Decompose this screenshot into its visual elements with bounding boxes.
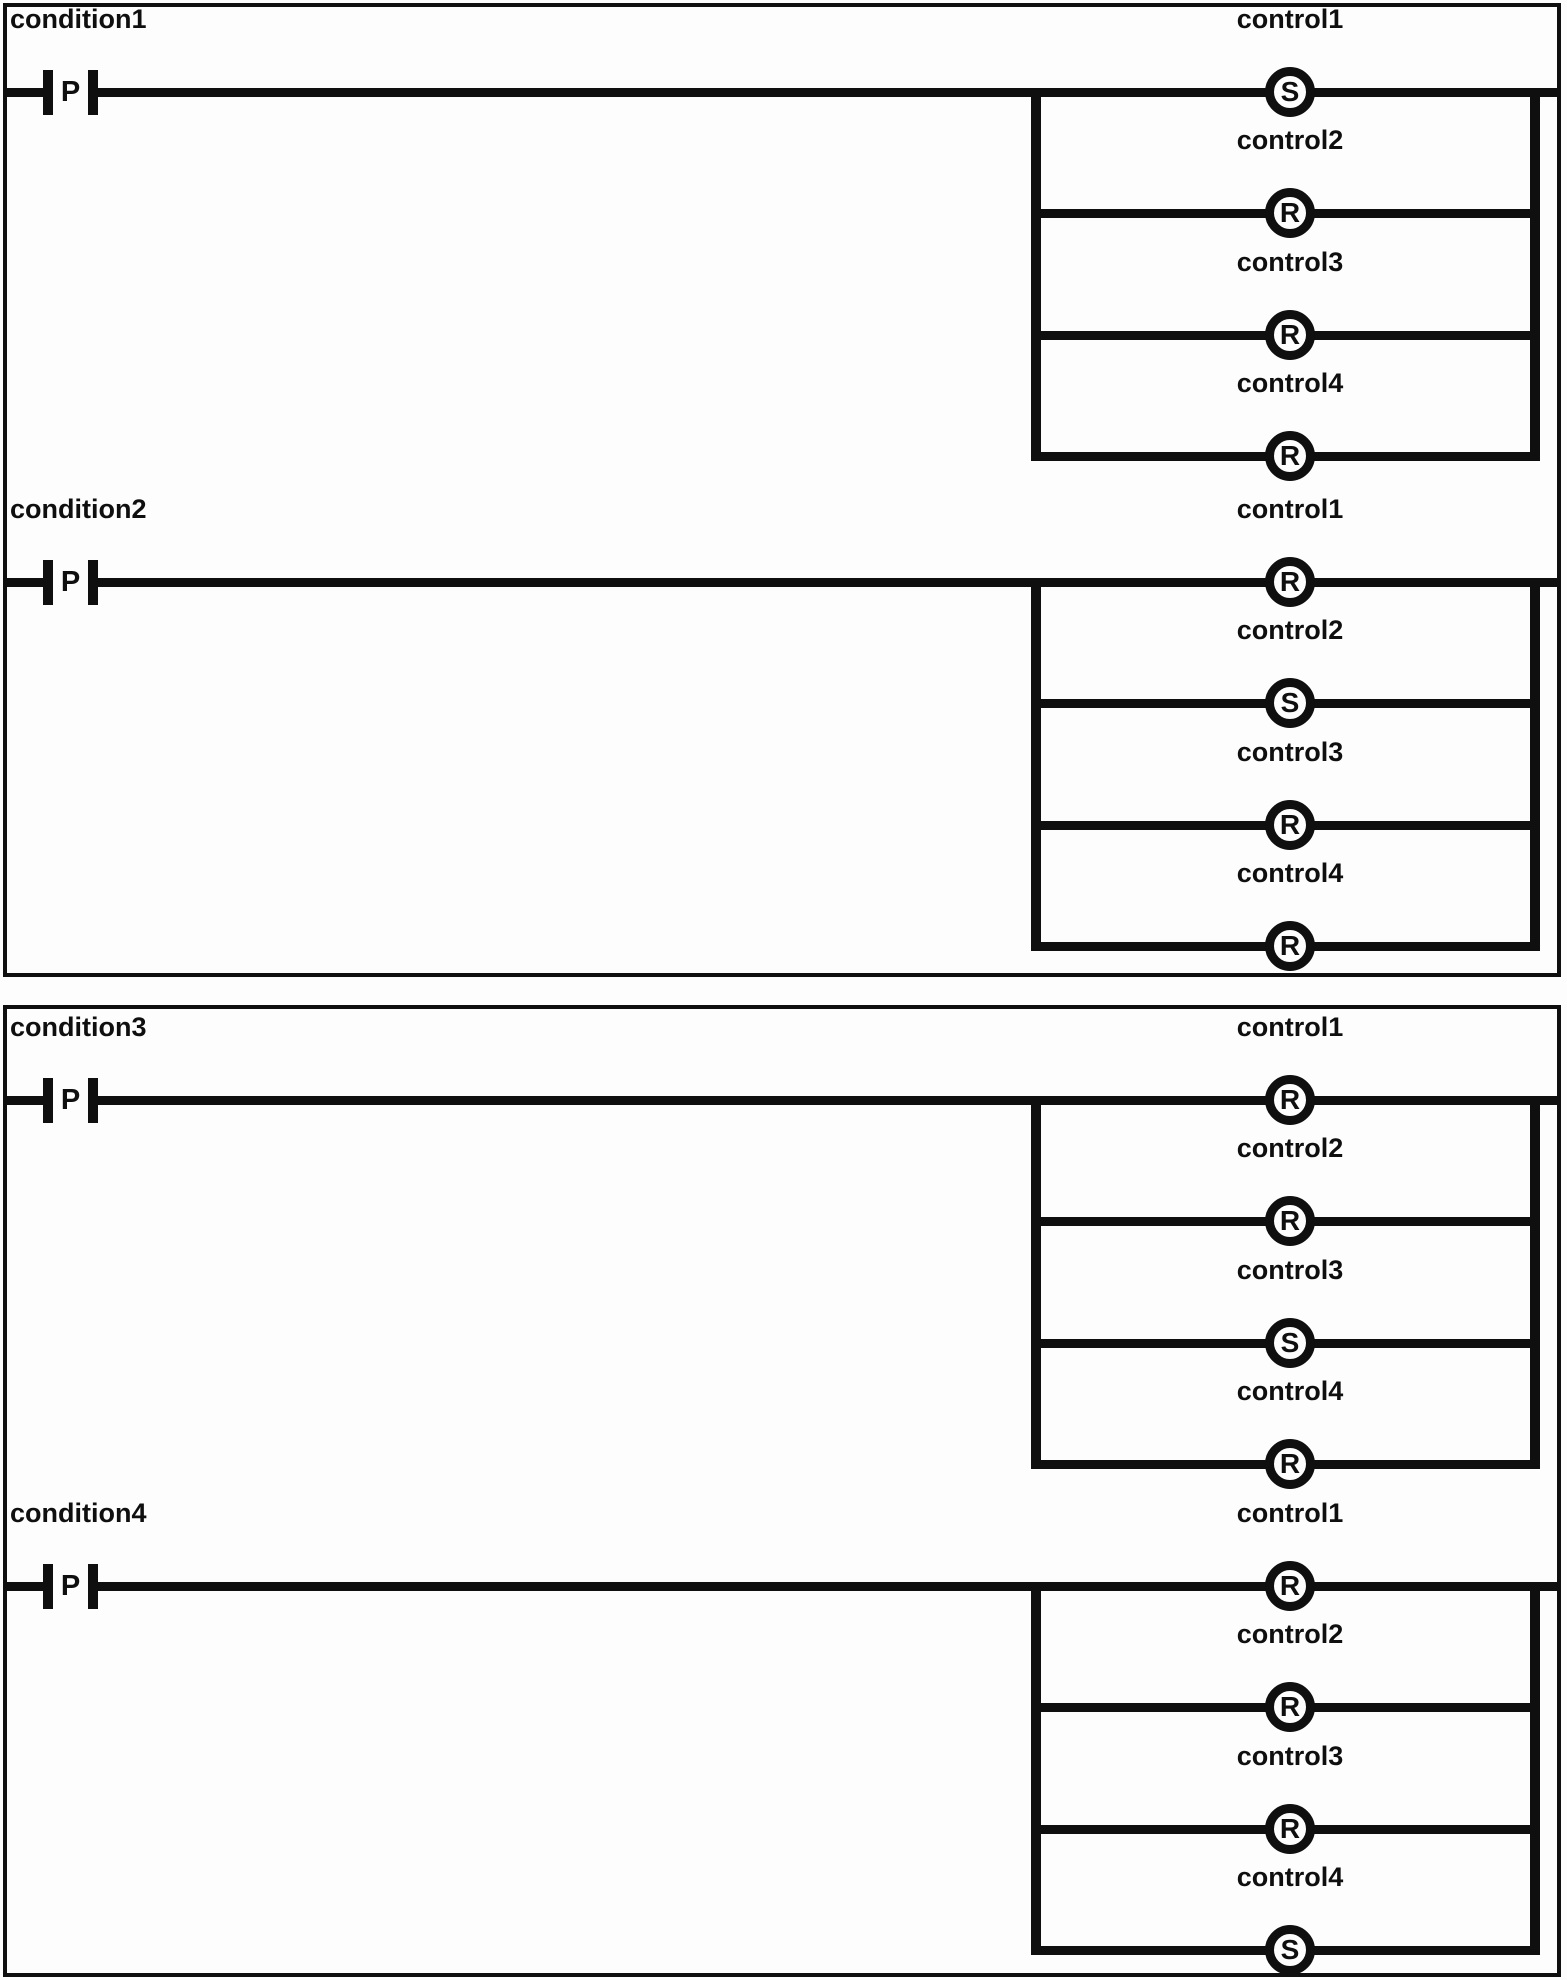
reset-coil xyxy=(1265,1196,1315,1246)
coil-letter: R xyxy=(1279,319,1301,350)
reset-coil xyxy=(1265,1561,1315,1611)
reset-coil xyxy=(1265,431,1315,481)
wire-left-segment xyxy=(3,578,43,587)
set-coil xyxy=(1265,67,1315,117)
reset-coil xyxy=(1265,800,1315,850)
condition-label: condition3 xyxy=(10,1012,147,1042)
branch-right-vertical xyxy=(1530,1096,1540,1469)
coil-label: control2 xyxy=(1236,125,1344,155)
branch-right-vertical xyxy=(1530,1582,1540,1955)
reset-coil xyxy=(1265,310,1315,360)
coil-letter: R xyxy=(1279,930,1301,961)
wire-left-segment xyxy=(3,88,43,97)
condition-label: condition2 xyxy=(10,494,147,524)
contact-right-bar xyxy=(88,560,98,605)
wire-main-segment xyxy=(98,1096,1561,1105)
set-coil xyxy=(1265,678,1315,728)
reset-coil xyxy=(1265,1804,1315,1854)
coil-label: control4 xyxy=(1236,1862,1344,1892)
coil-letter: S xyxy=(1280,1934,1300,1965)
coil-label: control3 xyxy=(1236,1255,1344,1285)
p-contact-letter: P xyxy=(60,1570,81,1602)
coil-letter: S xyxy=(1280,687,1300,718)
condition-label: condition4 xyxy=(10,1498,147,1528)
reset-coil xyxy=(1265,557,1315,607)
coil-letter: S xyxy=(1280,76,1300,107)
reset-coil xyxy=(1265,1682,1315,1732)
coil-letter: R xyxy=(1279,566,1301,597)
coil-letter: R xyxy=(1279,809,1301,840)
coil-label: control1 xyxy=(1236,4,1344,34)
branch-right-vertical xyxy=(1530,578,1540,951)
contact-right-bar xyxy=(88,1564,98,1609)
coil-letter: R xyxy=(1279,1813,1301,1844)
contact-right-bar xyxy=(88,70,98,115)
wire-main-segment xyxy=(98,88,1561,97)
coil-label: control3 xyxy=(1236,737,1344,767)
reset-coil xyxy=(1265,188,1315,238)
coil-label: control2 xyxy=(1236,1619,1344,1649)
coil-letter: R xyxy=(1279,1448,1301,1479)
coil-label: control3 xyxy=(1236,247,1344,277)
coil-letter: S xyxy=(1280,1327,1300,1358)
coil-letter: R xyxy=(1279,1570,1301,1601)
set-coil xyxy=(1265,1318,1315,1368)
wire-left-segment xyxy=(3,1582,43,1591)
wire-main-segment xyxy=(98,578,1561,587)
coil-letter: R xyxy=(1279,1691,1301,1722)
coil-letter: R xyxy=(1279,1205,1301,1236)
set-coil xyxy=(1265,1925,1315,1975)
coil-label: control2 xyxy=(1236,1133,1344,1163)
branch-left-vertical xyxy=(1031,88,1041,461)
coil-letter: R xyxy=(1279,440,1301,471)
branch-left-vertical xyxy=(1031,578,1041,951)
branch-left-vertical xyxy=(1031,1096,1041,1469)
coil-label: control4 xyxy=(1236,858,1344,888)
p-contact-letter: P xyxy=(60,76,81,108)
reset-coil xyxy=(1265,1439,1315,1489)
coil-label: control3 xyxy=(1236,1741,1344,1771)
coil-label: control1 xyxy=(1236,494,1344,524)
coil-label: control2 xyxy=(1236,615,1344,645)
branch-right-vertical xyxy=(1530,88,1540,461)
p-contact-letter: P xyxy=(60,1084,81,1116)
wire-left-segment xyxy=(3,1096,43,1105)
contact-right-bar xyxy=(88,1078,98,1123)
wire-main-segment xyxy=(98,1582,1561,1591)
coil-letter: R xyxy=(1279,1084,1301,1115)
coil-letter: R xyxy=(1279,197,1301,228)
coil-label: control4 xyxy=(1236,368,1344,398)
reset-coil xyxy=(1265,1075,1315,1125)
reset-coil xyxy=(1265,921,1315,971)
coil-label: control4 xyxy=(1236,1376,1344,1406)
p-contact-letter: P xyxy=(60,566,81,598)
condition-label: condition1 xyxy=(10,4,147,34)
coil-label: control1 xyxy=(1236,1012,1344,1042)
branch-left-vertical xyxy=(1031,1582,1041,1955)
coil-label: control1 xyxy=(1236,1498,1344,1528)
